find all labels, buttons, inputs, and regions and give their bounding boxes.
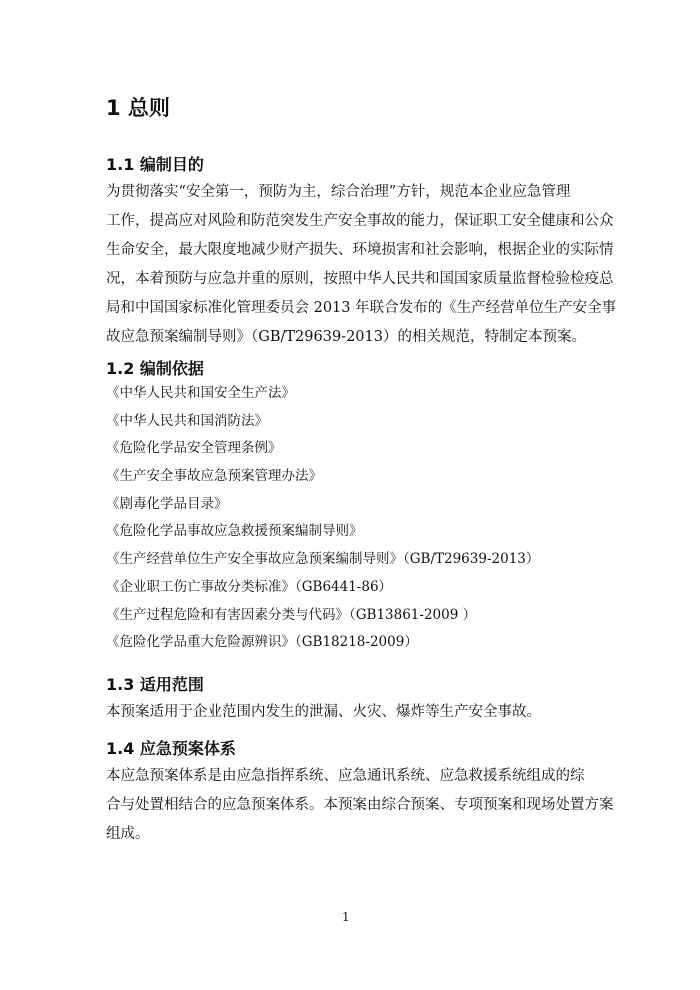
paragraph-line: 生命安全，最大限度地减少财产损失、环境损害和社会影响，根据企业的实际情 xyxy=(106,242,614,258)
section-1-heading: 1 总则 xyxy=(106,96,170,120)
reference-item: 《危险化学品事故应急救援预案编制导则》 xyxy=(106,523,363,540)
paragraph-line: 为贯彻落实“安全第一，预防为主，综合治理”方针，规范本企业应急管理 xyxy=(106,184,571,200)
section-1-4-heading: 1.4 应急预案体系 xyxy=(106,739,236,758)
reference-item: 《生产过程危险和有害因素分类与代码》（GB13861-2009 ） xyxy=(106,606,477,623)
section-1-1-paragraph xyxy=(106,178,617,352)
section-1-3-paragraph xyxy=(106,698,600,727)
paragraph-line: 合与处置相结合的应急预案体系。本预案由综合预案、专项预案和现场处置方案 xyxy=(106,797,614,813)
reference-item: 《生产经营单位生产安全事故应急预案编制导则》（GB/T29639-2013） xyxy=(106,551,540,568)
reference-item: 《生产安全事故应急预案管理办法》 xyxy=(106,468,322,485)
paragraph-line: 局和中国国家标准化管理委员会 2013 年联合发布的《生产经营单位生产安全事 xyxy=(106,300,617,316)
paragraph-line: 况，本着预防与应急并重的原则，按照中华人民共和国国家质量监督检验检疫总 xyxy=(106,271,614,287)
paragraph-line: 故应急预案编制导则》（GB/T29639-2013）的相关规范，特制定本预案。 xyxy=(106,329,586,345)
section-1-1-heading: 1.1 编制目的 xyxy=(106,155,204,174)
page-number: 1 xyxy=(342,910,350,924)
paragraph-line: 工作，提高应对风险和防范突发生产安全事故的能力，保证职工安全健康和公众 xyxy=(106,213,614,229)
reference-item: 《剧毒化学品目录》 xyxy=(106,495,228,512)
paragraph-line: 组成。 xyxy=(106,826,150,842)
reference-item: 《中华人民共和国安全生产法》 xyxy=(106,385,295,401)
reference-item: 《企业职工伤亡事故分类标准》（GB6441-86） xyxy=(106,578,393,595)
reference-item: 《危险化学品重大危险源辨识》（GB18218-2009） xyxy=(106,634,418,651)
section-1-3-heading: 1.3 适用范围 xyxy=(106,675,204,694)
reference-item: 《中华人民共和国消防法》 xyxy=(106,412,268,429)
paragraph-line: 本预案适用于企业范围内发生的泄漏、火灾、爆炸等生产安全事故。 xyxy=(106,704,541,720)
paragraph-line: 本应急预案体系是由应急指挥系统、应急通讯系统、应急救援系统组成的综 xyxy=(106,768,585,784)
reference-list xyxy=(106,380,626,657)
reference-item: 《危险化学品安全管理条例》 xyxy=(106,440,282,457)
section-1-4-paragraph xyxy=(106,762,614,849)
section-1-2-heading: 1.2 编制依据 xyxy=(106,359,204,378)
